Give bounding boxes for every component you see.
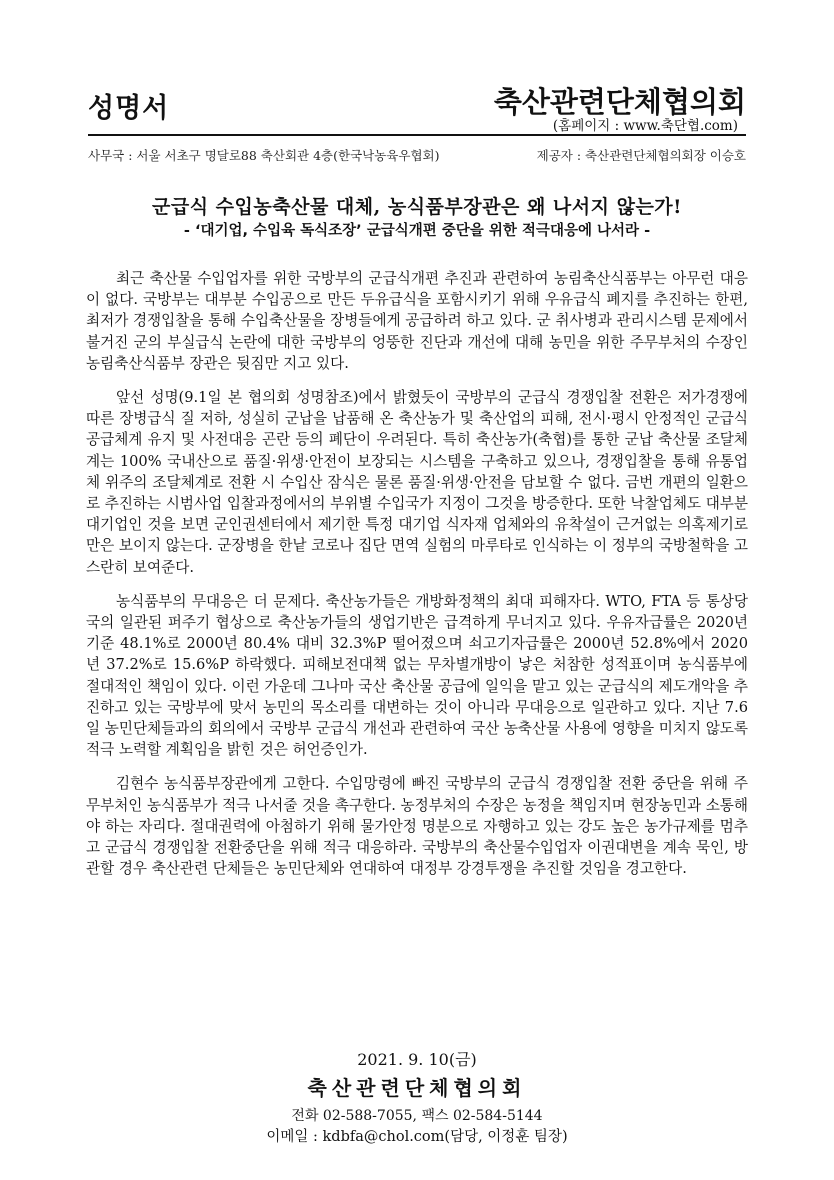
headline: 군급식 수입농축산물 대체, 농식품부장관은 왜 나서지 않는가! bbox=[152, 196, 682, 218]
document-type-label: 성명서 bbox=[88, 93, 170, 124]
statement-date: 2021. 9. 10(금) bbox=[357, 1050, 477, 1069]
body-paragraph: 김현수 농식품부장관에게 고한다. 수입망령에 빠진 국방부의 군급식 경쟁입찰 전환 중단을 위해 주무부처인 농식품부가 적극 나서줄 것을 촉구한다. 농정부처의 수장은 농정을 책임지며 현장농민과 소통해야 하는 자리다. 절대권력에 아첨하기 위해 물가안정 명분으로 자행하고 있는 강도 높은 농가규제를 멈추고 군급식 경쟁입찰 전환중단을 위해 적극 대응하라. 국방부의 축산물수입업자 이권대변을 계속 묵인, 방관할 경우 축산관련 단체들은 농민단체와 연대하여 대정부 강경투쟁을 추진할 것임을 경고한다. bbox=[86, 775, 748, 878]
signature-organization: 축산관련단체협의회 bbox=[307, 1076, 527, 1100]
body-paragraph: 최근 축산물 수입업자를 위한 국방부의 군급식개편 추진과 관련하여 농림축산식품부는 아무런 대응이 없다. 국방부는 대부분 수입공으로 만든 두유급식을 포함시키기 위해 우유급식 폐지를 추진하는 한편, 최저가 경쟁입찰을 통해 수입축산물을 장병들에게 공급하려 하고 있다. 군 취사병과 관리시스템 문제에서 불거진 군의 부실급식 논란에 대한 국방부의 엉뚱한 진단과 개선에 대해 농민을 위한 주무부처의 수장인 농림축산식품부 장관은 뒷짐만 지고 있다. bbox=[86, 270, 748, 372]
contact-phone-fax: 전화 02-588-7055, 팩스 02-584-5144 bbox=[291, 1108, 543, 1124]
office-address: 사무국 : 서울 서초구 명달로88 축산회관 4층(한국낙농육우협회) bbox=[88, 148, 440, 163]
header-info-row bbox=[88, 146, 746, 164]
body-paragraph: 농식품부의 무대응은 더 문제다. 축산농가들은 개방화정책의 최대 피해자다. WTO, FTA 등 통상당국의 일관된 퍼주기 협상으로 축산농가들의 생업기반은 급격하게 무너지고 있다. 우유자급률은 2020년 기준 48.1%로 2000년 80.4% 대비 32.3%P 떨어졌으며 쇠고기자급률은 2000년 52.8%에서 2020년 37.2%로 15.6%P 하락했다. 피해보전대책 없는 무차별개방이 낳은 처참한 성적표이며 농식품부에 절대적인 책임이 있다. 이런 가운데 그나마 국산 축산물 공급에 일익을 맡고 있는 군급식의 제도개악을 추진하고 있는 국방부에 맞서 농민의 목소리를 대변하는 것이 아니라 무대응으로 일관하고 있다. 지난 7.6일 농민단체들과의 회의에서 국방부 군급식 개선과 관련하여 국산 농축산물 사용에 영향을 미치지 않도록 적극 노력할 계획임을 밝힌 것은 허언증인가. bbox=[86, 592, 748, 759]
provider-text: 제공자 : 축산관련단체협의회장 이승호 bbox=[536, 148, 746, 163]
subheadline: - ‘대기업, 수입육 독식조장’ 군급식개편 중단을 위한 적극대응에 나서라 - bbox=[183, 223, 651, 239]
contact-email: 이메일 : kdbfa@chol.com(담당, 이정훈 팀장) bbox=[266, 1129, 568, 1145]
header-divider bbox=[88, 134, 746, 136]
statement-body bbox=[86, 268, 748, 892]
body-paragraph: 앞선 성명(9.1일 본 협의회 성명참조)에서 밝혔듯이 국방부의 군급식 경쟁입찰 전환은 저가경쟁에 따른 장병급식 질 저하, 성실히 군납을 납품해 온 축산농가 및 축산업의 피해, 전시·평시 안정적인 군급식 공급체계 유지 및 사전대응 곤란 등의 폐단이 우려된다. 특히 축산농가(축협)를 통한 군납 축산물 조달체계는 100% 국내산으로 품질·위생·안전이 보장되는 시스템을 구축하고 있으나, 경쟁입찰을 통해 유통업체 위주의 조달체계로 전환 시 수입산 잠식은 물론 품질·위생·안전을 담보할 수 없다. 금번 개편의 일환으로 추진하는 시범사업 입찰과정에서의 부위별 수입국가 지정이 그것을 방증한다. 또한 낙찰업체도 대부분 대기업인 것을 보면 군인권센터에서 제기한 특정 대기업 식자재 업체와의 유착설이 근거없는 의혹제기로만은 보이지 않는다. 군장병을 한낱 코로나 집단 면역 실험의 마루타로 인식하는 이 정부의 국방철학을 고스란히 보여준다. bbox=[86, 389, 748, 576]
organization-name: 축산관련단체협의회 bbox=[493, 85, 746, 119]
homepage-text: (홈페이지 : www.축단협.com) bbox=[552, 118, 738, 134]
